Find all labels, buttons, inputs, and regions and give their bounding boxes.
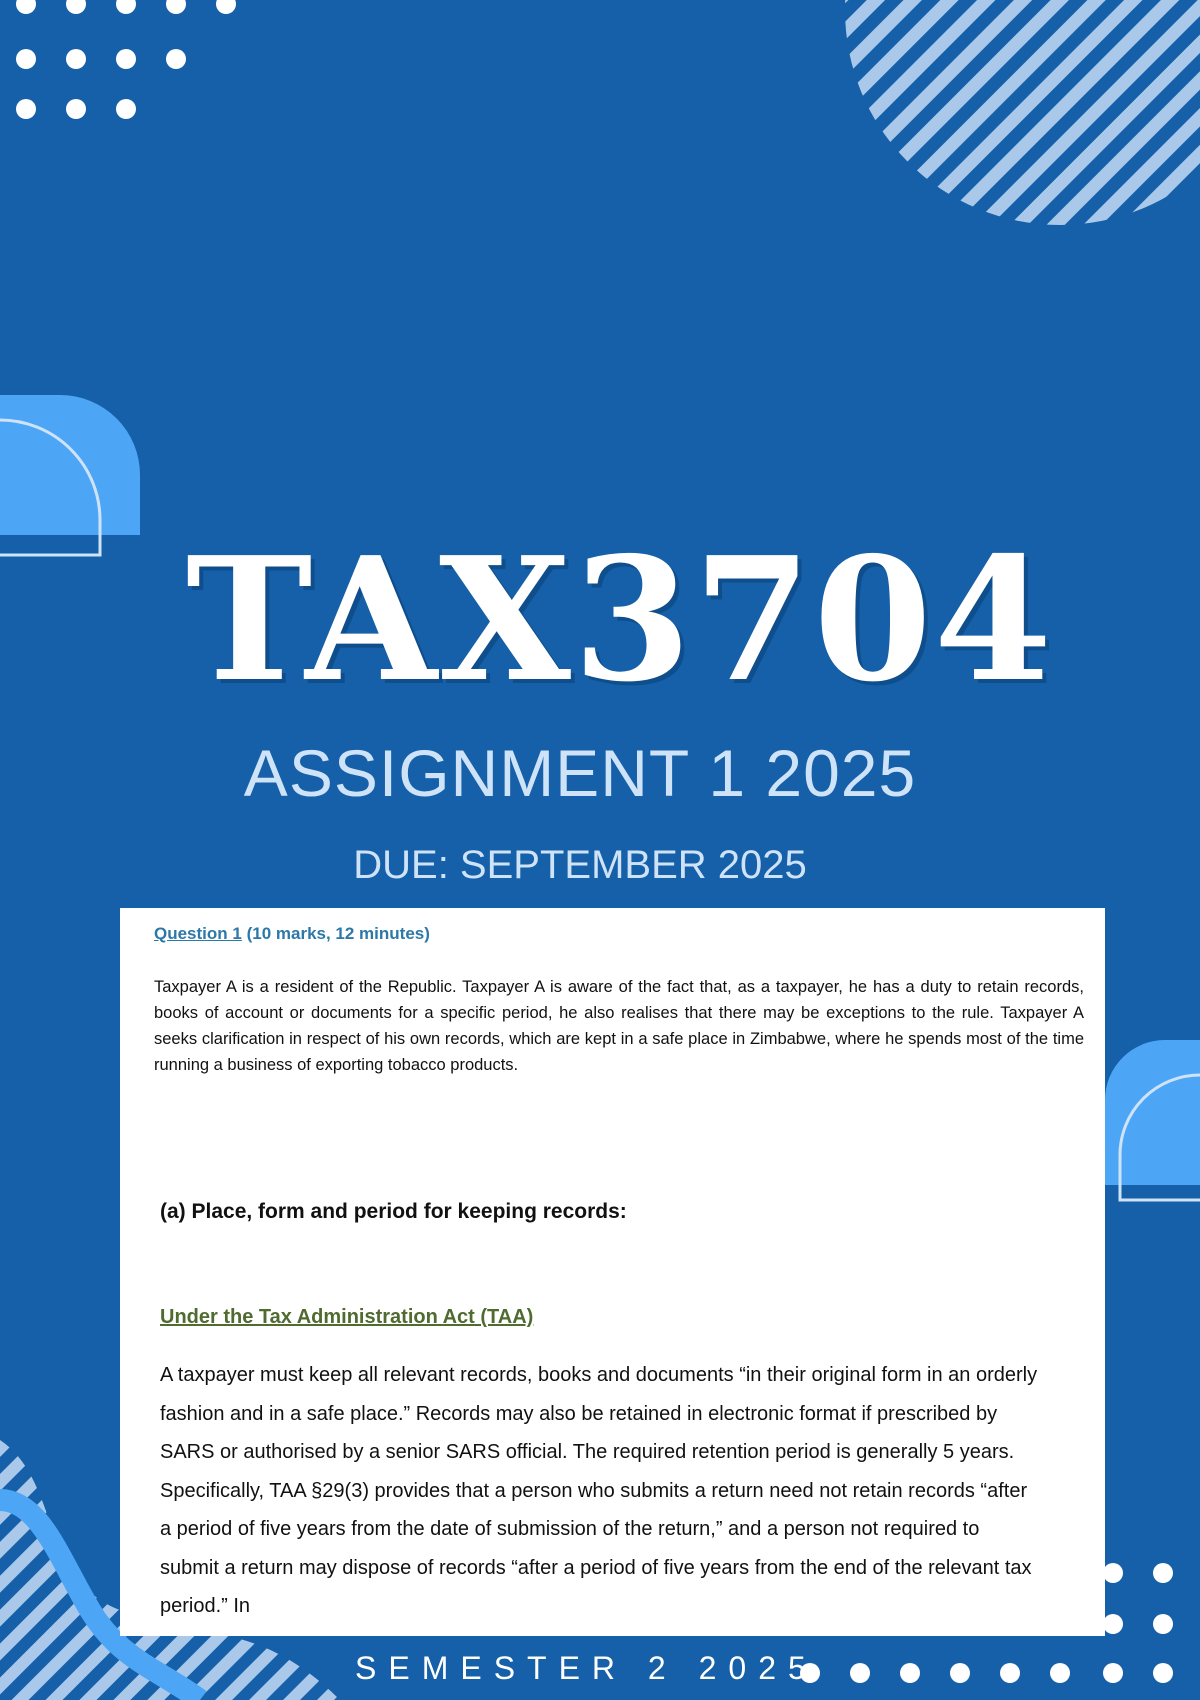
dot (116, 0, 136, 14)
dot (166, 49, 186, 69)
question-meta: (10 marks, 12 minutes) (246, 924, 430, 943)
dot (16, 0, 36, 14)
section-text: A taxpayer must keep all relevant records, books and documents “in their original form in an orderly fashion and in a safe place.” Records may also be retained in electronic format if prescribed by SARS or authorised by a senior SARS official. The required retention period is generally 5 years. Specifically, TAA §29(3) provides that a person who submits a return need not retain records “after a period of five years from the date of submission of the return,” and a person not required to submit a return may dispose of records “after a period of five years from the end of the relevant tax period.” In (160, 1364, 1038, 1617)
dot (850, 1663, 870, 1683)
dot (1103, 1614, 1123, 1634)
dot (1153, 1563, 1173, 1583)
dot (66, 49, 86, 69)
dot (950, 1663, 970, 1683)
dot (16, 49, 36, 69)
semester-footer: SEMESTER 2 2025 (355, 1650, 818, 1686)
dot (1050, 1663, 1070, 1683)
dot (1153, 1614, 1173, 1634)
dot (116, 99, 136, 119)
dot (66, 0, 86, 14)
dot (1103, 1563, 1123, 1583)
document-preview (120, 908, 1105, 1636)
question-label: Question 1 (154, 924, 242, 943)
dot (16, 99, 36, 119)
dot (1153, 1663, 1173, 1683)
dot (900, 1663, 920, 1683)
dot (1103, 1663, 1123, 1683)
section-heading: Under the Tax Administration Act (TAA) (160, 1306, 534, 1328)
question-text: Taxpayer A is a resident of the Republic. Taxpayer A is aware of the fact that, as a taxpayer, he has a duty to retain records, books of account or documents for a specific period, he also realises that there may be exceptions to the rule. Taxpayer A seeks clarification in respect of his own records, which are kept in a safe place in Zimbabwe, where he spends most of the time running a business of exporting tobacco products. (154, 978, 1084, 1074)
assignment-subtitle: ASSIGNMENT 1 2025 (243, 736, 917, 810)
part-a-heading: (a) Place, form and period for keeping records: (160, 1200, 627, 1223)
right-quarter-shape (1105, 1040, 1200, 1205)
dot (1000, 1663, 1020, 1683)
due-date: DUE: SEPTEMBER 2025 (353, 843, 807, 887)
dot (166, 0, 186, 14)
course-code-title: TAX3704 (185, 520, 1055, 720)
dot (116, 49, 136, 69)
dot (66, 99, 86, 119)
top-right-striped-circle (830, 0, 1200, 230)
question-heading (154, 924, 430, 944)
dot (216, 0, 236, 14)
